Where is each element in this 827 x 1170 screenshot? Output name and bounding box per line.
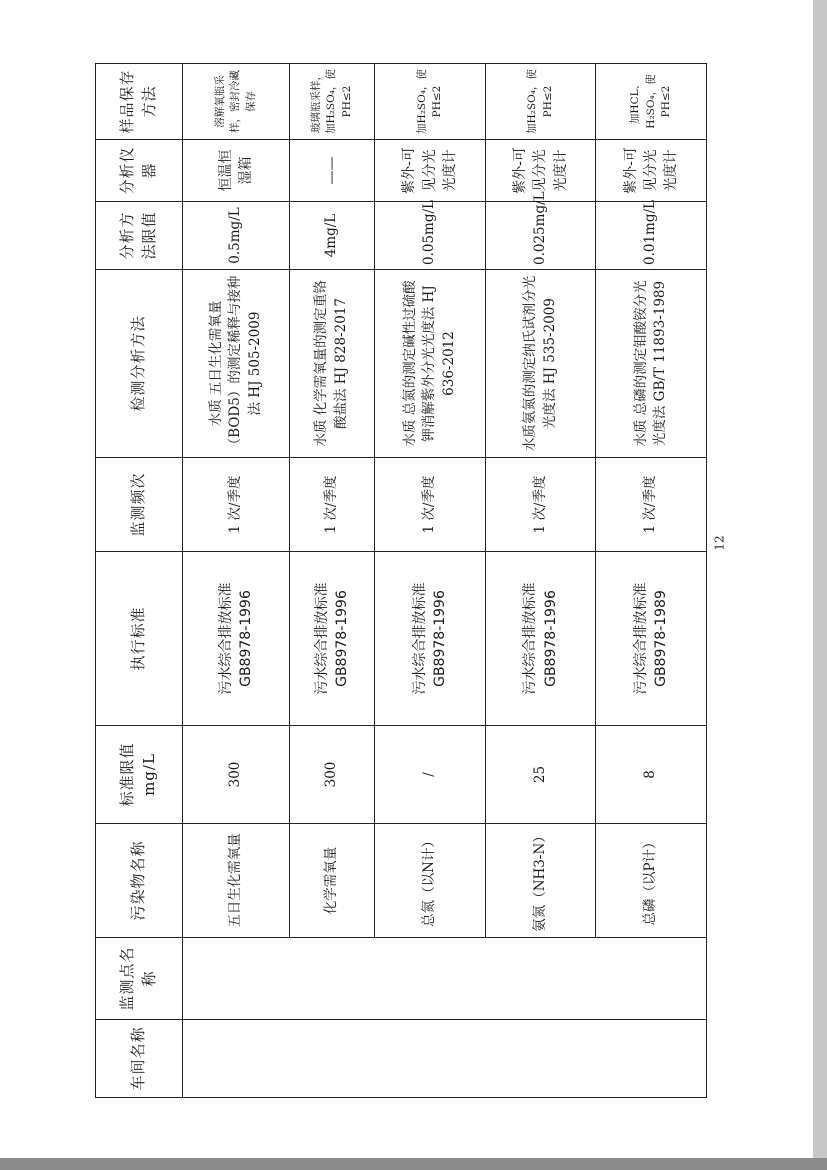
standard-cell: 污水综合排放标准 GB8978-1996 — [375, 552, 486, 726]
header-detection-limit: 分析方法限值 — [96, 202, 183, 270]
header-storage: 样品保存方法 — [96, 64, 183, 140]
pollutant-cell: 总氮（以N计） — [375, 824, 486, 938]
instrument-cell: —— — [289, 140, 374, 202]
pollutant-cell: 五日生化需氧量 — [183, 824, 290, 938]
instrument-cell: 紫外-可见分光光度计 — [375, 140, 486, 202]
standard-cell: 污水综合排放标准 GB8978-1996 — [289, 552, 374, 726]
scan-edge-bottom — [0, 1158, 827, 1170]
instrument-cell: 紫外-可见分光光度计 — [596, 140, 707, 202]
storage-cell: 溶解氧瓶采样，密封冷藏保存 — [183, 64, 290, 140]
standard-cell: 污水综合排放标准 GB8978-1989 — [596, 552, 707, 726]
workshop-cell — [183, 1020, 707, 1098]
header-row — [96, 64, 183, 1098]
method-cell: 水质 总磷的测定钼酸铵分光光度法 GB/T 11893-1989 — [596, 270, 707, 458]
method-cell: 水质 总氮的测定碱性过硫酸钾消解紫外分光光度法 HJ 636-2012 — [375, 270, 486, 458]
standard-cell: 污水综合排放标准 GB8978-1996 — [183, 552, 290, 726]
detection-limit-cell: 0.05mg/L — [375, 202, 486, 270]
frequency-cell: 1 次/季度 — [183, 458, 290, 552]
pollutant-cell: 总磷（以P计） — [596, 824, 707, 938]
limit-cell: 300 — [183, 726, 290, 824]
detection-limit-cell: 0.025mg/L — [485, 202, 596, 270]
header-standard: 执行标准 — [96, 552, 183, 726]
page-number: 12 — [712, 535, 727, 551]
limit-cell: 8 — [596, 726, 707, 824]
table-row — [183, 64, 290, 1098]
scan-edge-right — [813, 0, 827, 1170]
header-point: 监测点名称 — [96, 938, 183, 1020]
pollutant-cell: 氨氮（NH3-N） — [485, 824, 596, 938]
header-limit: 标准限值 mg/L — [96, 726, 183, 824]
limit-cell: / — [375, 726, 486, 824]
pollutant-cell: 化学需氧量 — [289, 824, 374, 938]
frequency-cell: 1 次/季度 — [596, 458, 707, 552]
header-instrument: 分析仪器 — [96, 140, 183, 202]
method-cell: 水质 化学需氧量的测定重铬酸盐法 HJ 828-2017 — [289, 270, 374, 458]
frequency-cell: 1 次/季度 — [289, 458, 374, 552]
detection-limit-cell: 0.01mg/L — [596, 202, 707, 270]
storage-cell: 玻璃瓶采样，加H₂SO₄，使PH≤2 — [289, 64, 374, 140]
limit-cell: 300 — [289, 726, 374, 824]
standard-cell: 污水综合排放标准 GB8978-1996 — [485, 552, 596, 726]
instrument-cell: 紫外-可见分光光度计 — [485, 140, 596, 202]
method-cell: 水质氨氮的测定纳氏试剂分光光度法 HJ 535-2009 — [485, 270, 596, 458]
detection-limit-cell: 4mg/L — [289, 202, 374, 270]
header-workshop: 车间名称 — [96, 1020, 183, 1098]
storage-cell: 加HCL、H₂SO₄，使PH≤2 — [596, 64, 707, 140]
storage-cell: 加H₂SO₄，使PH≤2 — [375, 64, 486, 140]
rotated-table-container — [95, 64, 707, 1098]
detection-limit-cell: 0.5mg/L — [183, 202, 290, 270]
point-cell — [183, 938, 707, 1020]
header-frequency: 监测频次 — [96, 458, 183, 552]
limit-cell: 25 — [485, 726, 596, 824]
frequency-cell: 1 次/季度 — [485, 458, 596, 552]
method-cell: 水质 五日生化需氧量（BOD5）的测定稀释与接种法 HJ 505-2009 — [183, 270, 290, 458]
monitoring-table — [95, 63, 707, 1098]
header-pollutant: 污染物名称 — [96, 824, 183, 938]
header-method: 检测分析方法 — [96, 270, 183, 458]
storage-cell: 加H₂SO₄，使PH≤2 — [485, 64, 596, 140]
frequency-cell: 1 次/季度 — [375, 458, 486, 552]
instrument-cell: 恒温恒湿箱 — [183, 140, 290, 202]
